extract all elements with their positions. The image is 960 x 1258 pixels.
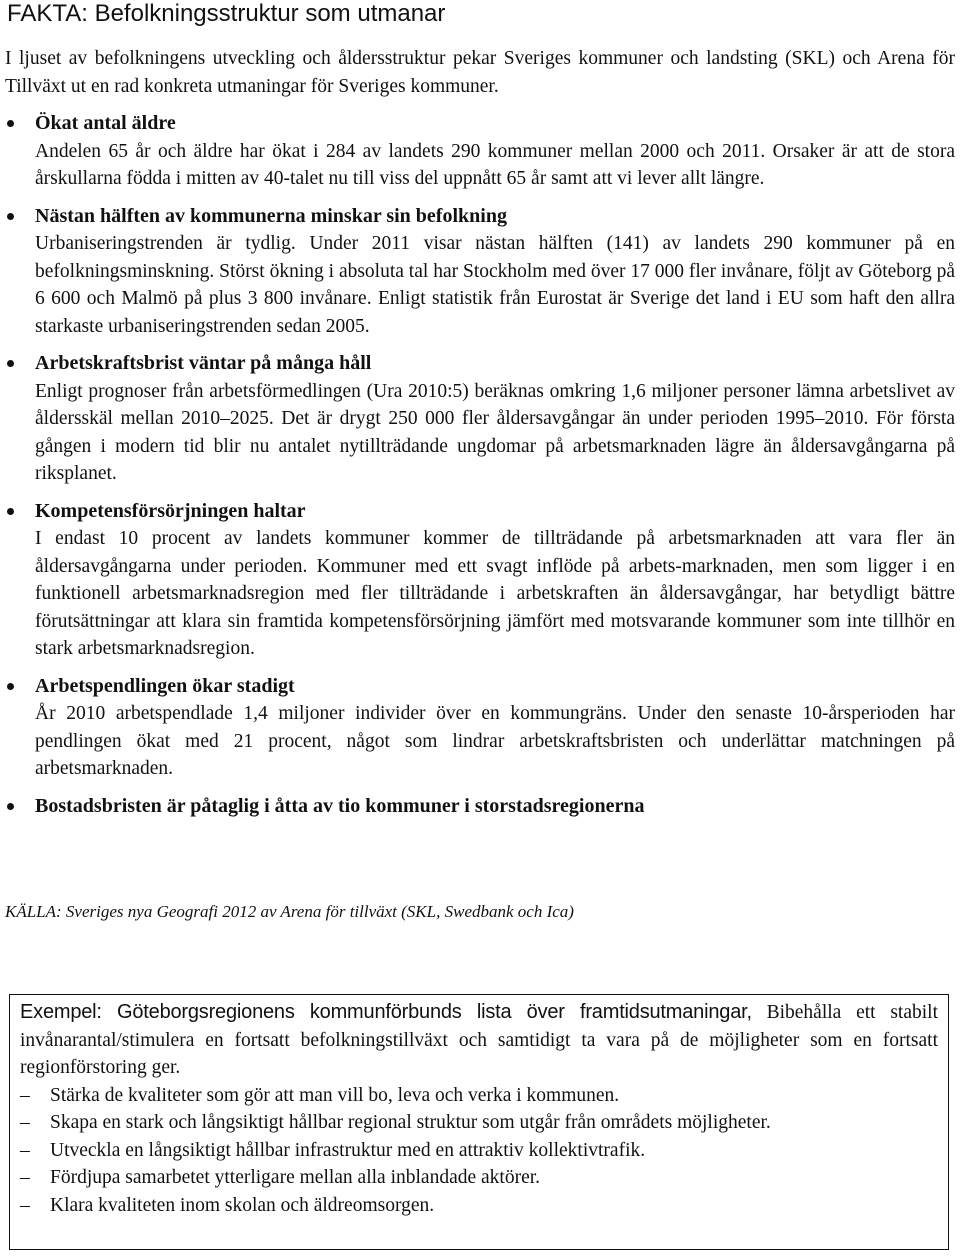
example-label: Exempel: Göteborgsregionens kommunförbunds lista över framtidsutmaningar, (20, 1001, 752, 1023)
example-item-text: Skapa en stark och långsiktigt hållbar regional struktur som utgår från områdets möjligheter. (50, 1112, 771, 1133)
dash-bullet-icon: – (20, 1194, 30, 1216)
dash-bullet-icon: – (20, 1139, 30, 1161)
example-box (9, 994, 949, 1250)
item-heading: Arbetspendlingen ökar stadigt (35, 674, 295, 697)
bullet-dot-icon (7, 360, 14, 367)
bullet-dot-icon (7, 120, 14, 127)
example-item-text: Fördjupa samarbetet ytterligare mellan alla inblandade aktörer. (50, 1167, 541, 1188)
dash-bullet-icon: – (20, 1112, 30, 1133)
challenge-list (0, 110, 960, 830)
item-body: I endast 10 procent av landets kommuner kommer de tillträdande på arbetsmarknaden att vara fler än åldersavgångarna under perioden. Kommuner med ett svagt inflöde på arbets-marknaden, men som ligger i en funktionell arbetsmarknadsregion med fler tillträdande i arbetskraften än åldersavgångar, har betydligt bättre förutsättningar att klara sin framtida kompetensförsörjning jämfört med motsvarande kommuner som inte tillhör en stark arbetsmarknadsregion. (35, 528, 955, 659)
list-item (20, 1137, 938, 1165)
example-item-text: Klara kvaliteten inom skolan och äldreomsorgen. (50, 1194, 435, 1216)
example-intro-text: Bibehålla ett stabilt invånarantal/stimulera en fortsatt befolkningstillväxt och samtidigt ta vara på de möjligheter som en fortsatt regionförstoring ger. (20, 1002, 938, 1078)
list-item (20, 1109, 938, 1137)
example-item-text: Stärka de kvaliteter som gör att man vill bo, leva och verka i kommunen. (50, 1084, 620, 1106)
bullet-dot-icon (7, 683, 14, 690)
example-intro (20, 999, 938, 1082)
bullet-dot-icon (7, 508, 14, 515)
list-item (0, 793, 960, 821)
list-item (0, 673, 960, 783)
item-heading: Bostadsbristen är påtaglig i åtta av tio kommuner i storstadsregionerna (35, 794, 645, 817)
item-body: Enligt prognoser från arbetsförmedlingen (Ura 2010:5) beräknas omkring 1,6 miljoner personer lämna arbetslivet av åldersskäl mellan 2010–2025. Det är drygt 250 000 fler åldersavgångar än under perioden 1995–2010. För första gången i modern tid blir nu antalet nytillträdande ungdomar på arbetsmarknaden lägre än åldersavgångarna på riksplanet. (35, 380, 955, 484)
dash-bullet-icon: – (20, 1084, 30, 1106)
bullet-dot-icon (7, 803, 14, 810)
item-body: År 2010 arbetspendlade 1,4 miljoner individer över en kommungräns. Under den senaste 10-årsperioden har pendlingen ökat med 21 procent, något som lindrar arbetskraftsbristen och underlättar matchningen på arbetsmarknaden. (35, 703, 955, 779)
list-item (20, 1164, 938, 1192)
example-list (20, 1082, 938, 1220)
intro-paragraph: I ljuset av befolkningens utveckling och åldersstruktur pekar Sveriges kommuner och landsting (SKL) och Arena för Tillväxt ut en rad konkreta utmaningar för Sveriges kommuner. (5, 48, 955, 97)
page-title: FAKTA: Befolkningsstruktur som utmanar (7, 0, 446, 27)
item-heading: Nästan hälften av kommunerna minskar sin befolkning (35, 204, 507, 227)
item-body: Urbaniseringstrenden är tydlig. Under 2011 visar nästan hälften (141) av landets 290 kommuner på en befolkningsminskning. Störst ökning i absoluta tal har Stockholm med över 17 000 fler invånare, följt av Göteborg på 6 600 och Malmö på plus 3 800 invånare. Enligt statistik från Eurostat är Sverige det land i EU som haft den allra starkaste urbaniseringstrenden sedan 2005. (35, 233, 955, 337)
dash-bullet-icon: – (20, 1167, 30, 1188)
list-item (20, 1082, 938, 1110)
list-item (0, 498, 960, 663)
list-item (20, 1192, 938, 1220)
bullet-dot-icon (7, 213, 14, 220)
list-item (0, 110, 960, 193)
list-item (0, 350, 960, 488)
item-heading: Arbetskraftsbrist väntar på många håll (35, 352, 372, 374)
item-heading: Ökat antal äldre (35, 112, 176, 134)
source-citation: KÄLLA: Sveriges nya Geografi 2012 av Arena för tillväxt (SKL, Swedbank och Ica) (5, 902, 574, 921)
example-item-text: Utveckla en långsiktigt hållbar infrastruktur med en attraktiv kollektivtrafik. (50, 1139, 646, 1161)
list-item (0, 203, 960, 341)
item-heading: Kompetensförsörjningen haltar (35, 499, 306, 522)
item-body: Andelen 65 år och äldre har ökat i 284 av landets 290 kommuner mellan 2000 och 2011. Orsaker är att de stora årskullarna födda i mitten av 40-talet nu till viss del uppnått 65 år samt att vi lever allt längre. (35, 140, 955, 189)
